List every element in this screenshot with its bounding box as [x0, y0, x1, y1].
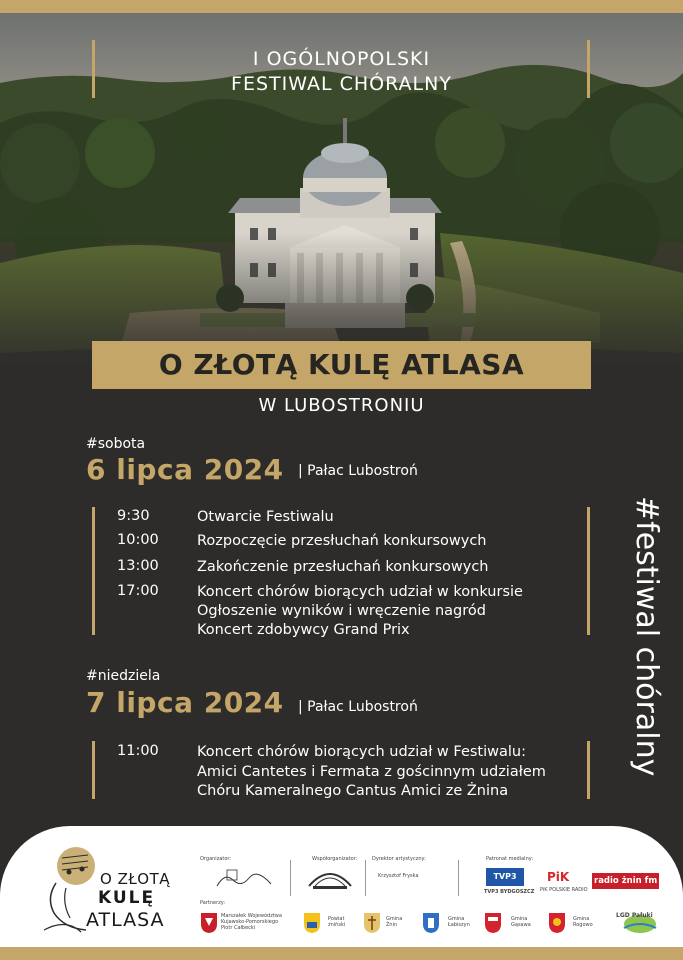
coorganizer-label: Współorganizator: [312, 856, 358, 862]
bottom-gold-bar [0, 947, 683, 960]
footer-separator [290, 860, 291, 896]
day1-venue: | Pałac Lubostroń [298, 463, 418, 479]
day1-left-line [92, 507, 95, 635]
day2-date: 7 lipca 2024 [86, 686, 284, 719]
radio-znin-logo: radio żnin fm [592, 873, 659, 889]
day1-hashtag: #sobota [86, 436, 146, 452]
partner-name: LGD Pałuki [616, 912, 653, 919]
event-description: Ogłoszenie wyników i wręczenie nagród [197, 603, 486, 619]
coat-of-arms-icon [303, 912, 321, 934]
day1-date: 6 lipca 2024 [86, 453, 284, 486]
partner-name: Gmina Żnin [386, 916, 403, 928]
day2-left-line [92, 741, 95, 799]
side-hashtag [587, 496, 667, 816]
event-description: Otwarcie Festiwalu [197, 509, 334, 525]
side-hashtag-text: #festiwal chóralny [629, 496, 664, 777]
header-right-line [587, 40, 590, 98]
partners-label: Partnerzy: [200, 900, 226, 906]
event-time: 17:00 [117, 583, 159, 599]
media-label: Patronat medialny: [486, 856, 534, 862]
coat-of-arms-icon [363, 912, 381, 934]
top-gold-bar [0, 0, 683, 13]
coat-of-arms-icon [422, 912, 440, 934]
event-description: Koncert zdobywcy Grand Prix [197, 622, 410, 638]
logo-text-line3: ATLASA [86, 909, 165, 931]
festival-edition: I OGÓLNOPOLSKI [252, 48, 431, 70]
partner-name: Marszałek Województwa Kujawsko-Pomorskiego Piotr Całbecki [221, 913, 282, 931]
partner-name: Gmina Łabiszyn [448, 916, 470, 928]
event-description: Amici Cantetes i Fermata z gościnnym udziałem [197, 764, 546, 780]
coat-of-arms-icon [484, 912, 502, 934]
pik-logo: PiK [547, 870, 570, 884]
footer-separator [458, 860, 459, 896]
header-left-line [92, 40, 95, 98]
logo-text-line2: KULĘ [98, 888, 156, 908]
tvp3-caption: TVP3 BYDGOSZCZ [484, 889, 535, 895]
director-label: Dyrektor artystyczny: [372, 856, 426, 862]
director-name: Krzysztof Fryska [378, 873, 419, 879]
event-description: Zakończenie przesłuchań konkursowych [197, 559, 489, 575]
event-time: 11:00 [117, 743, 159, 759]
footer-separator [365, 860, 366, 896]
coat-of-arms-icon [548, 912, 566, 934]
logo-text-line1: O ZŁOTĄ [100, 870, 171, 888]
event-description: Rozpoczęcie przesłuchań konkursowych [197, 533, 487, 549]
event-time: 13:00 [117, 558, 159, 574]
organizer-logo-icon [215, 862, 275, 892]
pik-caption: PiK POLSKIE RADIO [540, 887, 588, 893]
partner-name: Gmina Gąsawa [511, 916, 531, 928]
organizer-label: Organizator: [200, 856, 232, 862]
day2-venue: | Pałac Lubostroń [298, 699, 418, 715]
partner-name: Powiat żniński [328, 916, 346, 928]
coorganizer-logo-icon [305, 864, 355, 892]
event-time: 9:30 [117, 508, 150, 524]
partner-name: Gmina Rogowo [573, 916, 593, 928]
tvp3-logo: TVP3 [486, 868, 524, 886]
event-description: Chóru Kameralnego Cantus Amici ze Żnina [197, 783, 509, 799]
event-description: Koncert chórów biorących udział w Festiwalu: [197, 744, 526, 760]
festival-type: FESTIWAL CHÓRALNY [231, 73, 452, 95]
event-time: 10:00 [117, 532, 159, 548]
coat-of-arms-icon [200, 912, 218, 934]
festival-location: W LUBOSTRONIU [258, 395, 425, 416]
event-description: Koncert chórów biorących udział w konkursie [197, 584, 523, 600]
day2-hashtag: #niedziela [86, 668, 161, 684]
festival-title: O ZŁOTĄ KULĘ ATLASA [158, 348, 525, 381]
